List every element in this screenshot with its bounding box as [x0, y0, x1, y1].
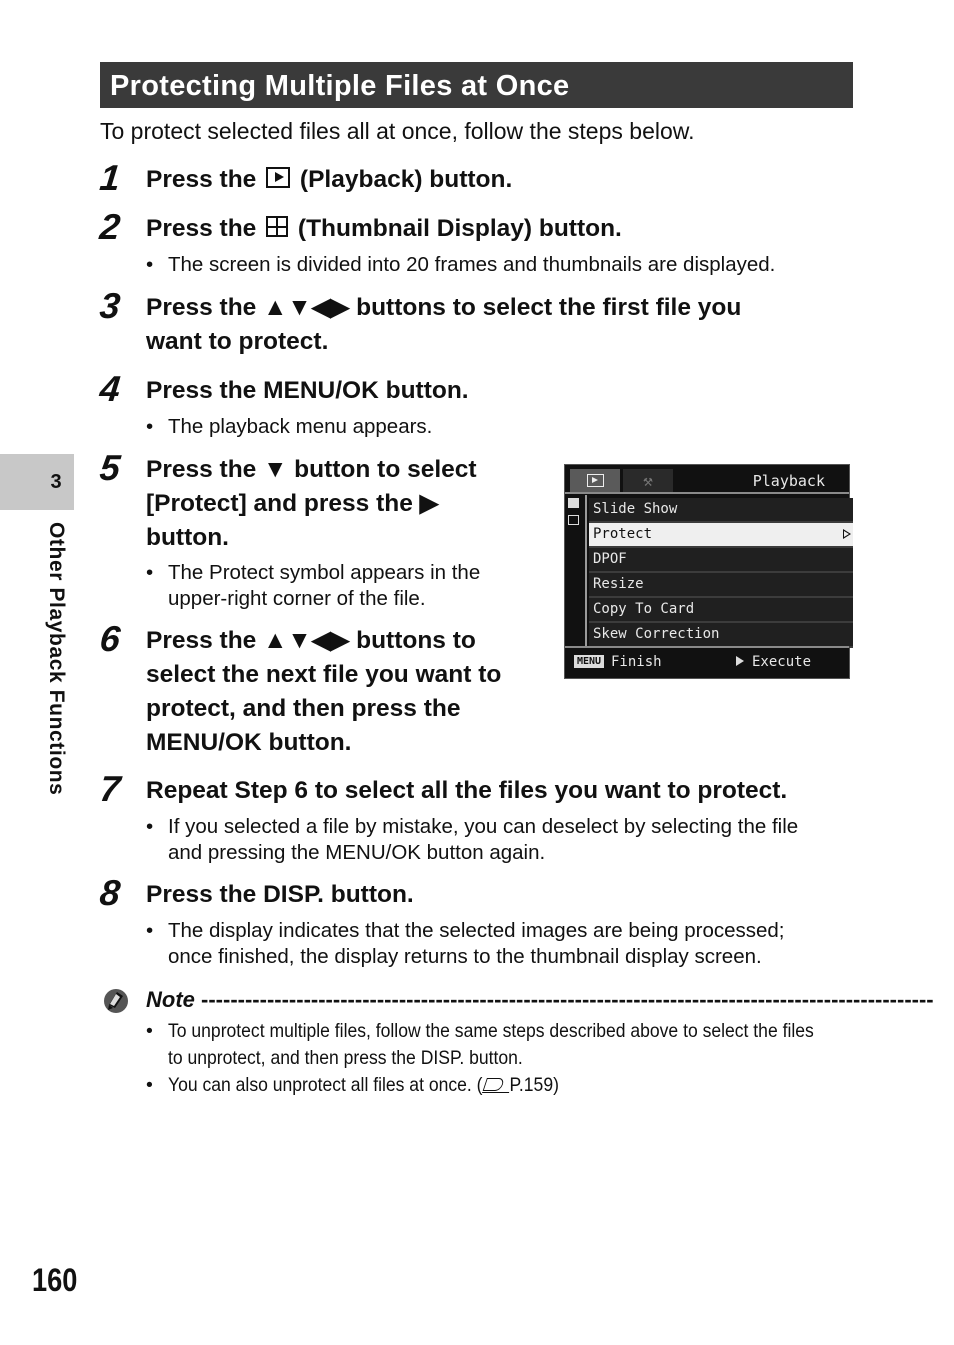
bullet-dot: •: [146, 415, 154, 438]
step-8: Press the DISP. button.: [146, 881, 414, 908]
note-title: Note: [146, 987, 195, 1012]
step-text: protect, and then press the: [146, 695, 461, 722]
step-5: [146, 453, 477, 555]
step-7: Repeat Step 6 to select all the files you want to protect.: [146, 777, 788, 804]
menu-item-dpof: DPOF: [589, 548, 853, 573]
finish-label: Finish: [611, 654, 662, 670]
page-reference[interactable]: P.159: [509, 1074, 554, 1096]
note-line: To unprotect multiple files, follow the same steps described above to select the files: [168, 1020, 814, 1042]
bullet: [146, 252, 775, 278]
step-number: 3: [97, 285, 123, 326]
bullet-text: [168, 918, 785, 970]
step-4: Press the MENU/OK button.: [146, 377, 469, 404]
bullet: [146, 918, 785, 970]
menu-title: Playback: [752, 472, 825, 490]
bullet-text: The playback menu appears.: [168, 415, 433, 438]
step-6: [146, 624, 501, 760]
menu-item-protect: [589, 523, 853, 548]
playback-tab: [570, 469, 620, 493]
page-reference-icon: [482, 1076, 509, 1093]
step-text: MENU/OK button.: [146, 729, 352, 756]
bullet-dot: •: [146, 1020, 153, 1042]
step-text: Press the ▲▼◀▶ buttons to select the first file you: [146, 294, 742, 321]
step-text: want to protect.: [146, 328, 329, 355]
bullet-dot: •: [146, 919, 154, 942]
step-text: (Playback) button.: [293, 166, 513, 193]
chapter-label: Other Playback Functions: [45, 522, 68, 796]
playback-icon: [266, 167, 290, 188]
step-2: [146, 212, 622, 246]
playback-icon: [587, 474, 604, 487]
note-line: You can also unprotect all files at once. (: [168, 1074, 483, 1096]
note-icon: [102, 986, 130, 1014]
bullet-line: The Protect symbol appears in the: [168, 561, 481, 584]
chapter-tab: [0, 454, 74, 510]
note-rule: ----------------------------------------------------------------------------------------------------: [201, 987, 934, 1012]
step-text: button.: [146, 524, 229, 551]
step-number: 7: [97, 768, 123, 809]
bullet-text: [168, 560, 480, 612]
note-bullet: [146, 1018, 928, 1072]
execute-label: Execute: [736, 648, 811, 676]
page-number: 160: [32, 1262, 78, 1298]
bullet-dot: •: [146, 253, 154, 276]
step-number: 8: [97, 872, 123, 913]
step-3: [146, 291, 741, 359]
step-number: 2: [97, 206, 123, 247]
note-bullet: [146, 1072, 928, 1099]
arrow-right-icon: [843, 529, 851, 539]
menu-button-badge: MENU: [574, 655, 604, 668]
menu-item-skew-correction: Skew Correction: [589, 623, 853, 648]
note-heading: [146, 986, 934, 1014]
bullet: [146, 814, 798, 866]
step-text: Press the: [146, 166, 264, 193]
bullet-text: [168, 814, 798, 866]
intro-text: To protect selected files all at once, follow the steps below.: [100, 118, 695, 144]
bullet-dot: •: [146, 815, 154, 838]
bullet-line: If you selected a file by mistake, you can deselect by selecting the file: [168, 815, 799, 838]
setup-tab: [623, 469, 673, 493]
step-number: 1: [97, 157, 123, 198]
menu-item-resize: Resize: [589, 573, 853, 598]
divider: [565, 492, 849, 494]
bullet-dot: •: [146, 561, 154, 584]
chapter-number: 3: [50, 471, 62, 493]
bullet: [146, 414, 432, 440]
step-text: [Protect] and press the ▶: [146, 490, 439, 517]
step-number: 6: [97, 618, 123, 659]
note-line: to unprotect, and then press the DISP. button.: [168, 1047, 523, 1069]
bullet-line: and pressing the MENU/OK button again.: [168, 841, 546, 864]
step-text: Press the: [146, 215, 264, 242]
camera-playback-menu: [564, 464, 850, 679]
menu-item-label: Protect: [593, 526, 653, 542]
bullet-line: upper-right corner of the file.: [168, 587, 426, 610]
section-heading: Protecting Multiple Files at Once: [100, 62, 853, 108]
menu-item-slide-show: Slide Show: [589, 498, 853, 523]
bullet-line: The display indicates that the selected images are being processed;: [168, 919, 785, 942]
step-text: Press the ▲▼◀▶ buttons to: [146, 627, 476, 654]
step-1: [146, 163, 512, 197]
divider: [585, 495, 587, 647]
note-line: ): [553, 1074, 559, 1096]
page-dot-icon: [568, 498, 579, 508]
step-text: Press the ▼ button to select: [146, 456, 477, 483]
page-dot-icon: [568, 515, 579, 525]
step-text: select the next file you want to: [146, 661, 502, 688]
page-indicator: [568, 498, 579, 532]
bullet: [146, 560, 480, 612]
bullet-dot: •: [146, 1074, 153, 1096]
menu-footer: [565, 646, 849, 678]
bullet-line: once finished, the display returns to the thumbnail display screen.: [168, 945, 762, 968]
note-text: [168, 1018, 852, 1072]
setup-icon: ⚒: [643, 471, 653, 490]
bullet-text: The screen is divided into 20 frames and thumbnails are displayed.: [168, 253, 776, 276]
step-number: 5: [97, 447, 123, 488]
step-text: (Thumbnail Display) button.: [291, 215, 622, 242]
step-number: 4: [97, 368, 123, 409]
note-text: [168, 1072, 852, 1099]
menu-item-copy-to-card: Copy To Card: [589, 598, 853, 623]
thumbnail-display-icon: [266, 216, 288, 237]
